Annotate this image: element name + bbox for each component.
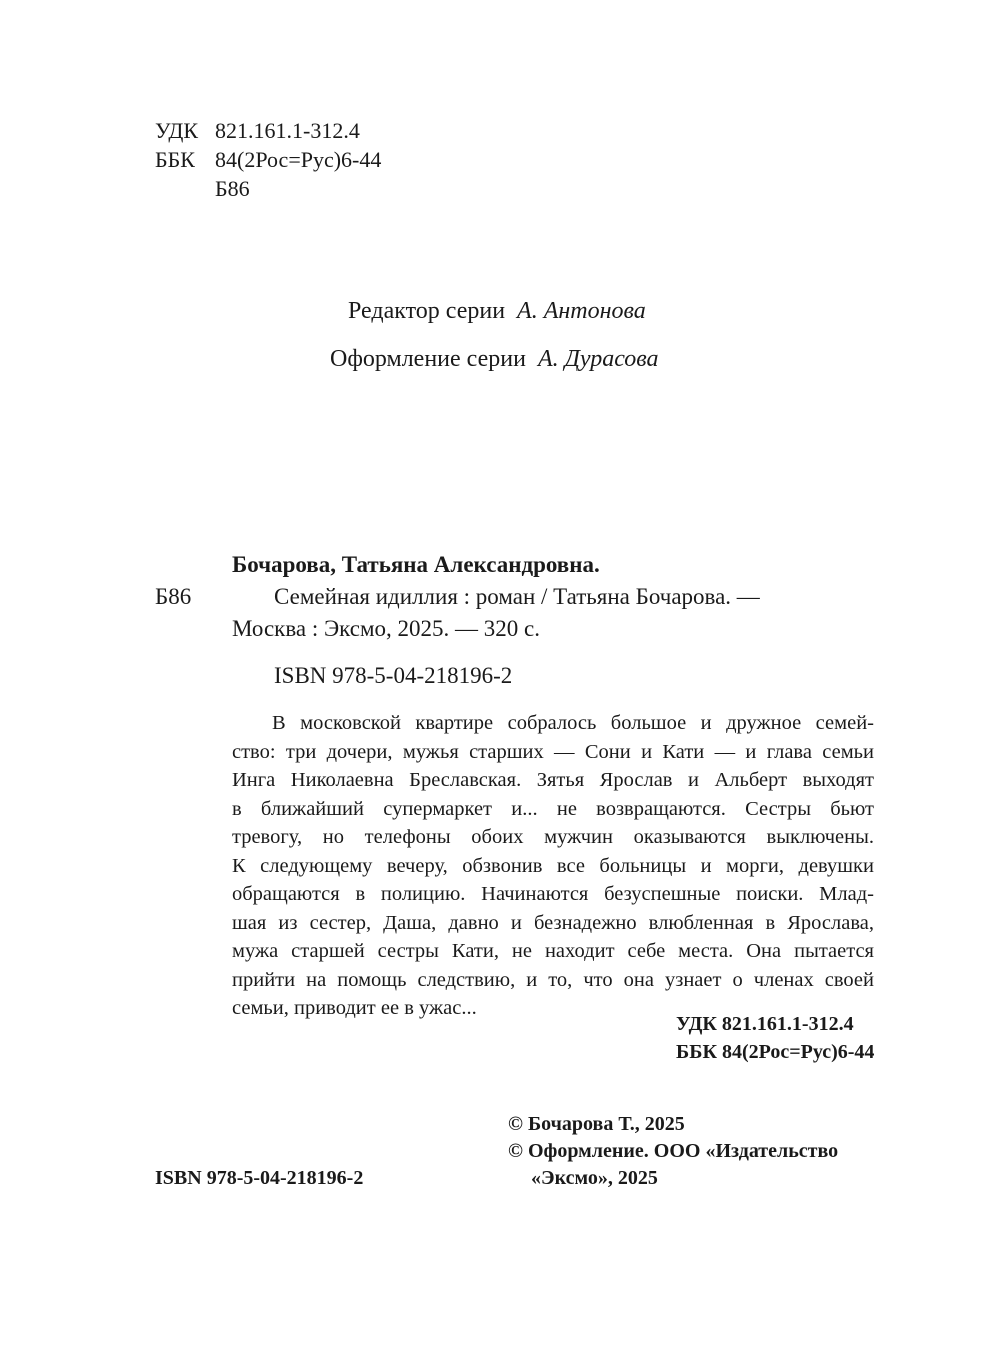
annotation-line: Инга Николаевна Бреславская. Зятья Ярослав и Альберт выходят (232, 769, 874, 791)
author-mark-catalog: Б86 (155, 584, 192, 609)
copyright-author: © Бочарова Т., 2025 (508, 1113, 685, 1135)
title-line-1: Семейная идиллия : роман / Татьяна Бочарова. — (274, 584, 760, 609)
annotation-line: шая из сестер, Даша, давно и безнадежно влюбленная в Ярослава, (232, 911, 874, 934)
copyright-design-line-2: «Эксмо», 2025 (531, 1167, 658, 1189)
annotation-line: семьи, приводит ее в ужас... (232, 997, 477, 1019)
udk-bottom: УДК 821.161.1-312.4 (676, 1013, 854, 1035)
annotation-line: В московской квартире собралось большое и дружное семей- (272, 712, 874, 734)
annotation-line: мужа старшей сестры Кати, не находит себе места. Она пытается (232, 940, 874, 962)
annotation-line: обращаются в полицию. Начинаются безуспешные поиски. Млад- (232, 883, 874, 905)
editor-credit (348, 298, 646, 325)
copyright-design-line-1: © Оформление. ООО «Издательство (508, 1140, 839, 1162)
footer-isbn: ISBN 978-5-04-218196-2 (155, 1167, 364, 1189)
bbk-header-line (155, 145, 381, 174)
annotation (232, 709, 874, 1023)
udk-value: 821.161.1-312.4 (215, 118, 360, 143)
bbk-value: 84(2Рос=Рус)6-44 (215, 147, 382, 172)
bbk-bottom: ББК 84(2Рос=Рус)6-44 (676, 1041, 875, 1063)
design-name: А. Дурасова (537, 346, 659, 372)
annotation-line: тревогу, но телефоны обоих мужчин оказываются выключены. (232, 826, 874, 848)
title-line-2: Москва : Эксмо, 2025. — 320 с. (232, 616, 540, 641)
design-credit (330, 346, 659, 373)
editor-name: А. Антонова (517, 298, 646, 324)
catalog-isbn: ISBN 978-5-04-218196-2 (274, 663, 513, 688)
author-mark-header: Б86 (215, 176, 250, 201)
annotation-line: ство: три дочери, мужья старших — Сони и Кати — и глава семьи (232, 740, 874, 763)
bbk-label: ББК (155, 147, 195, 172)
design-role: Оформление серии (330, 346, 526, 372)
editor-role: Редактор серии (348, 298, 506, 324)
author-heading: Бочарова, Татьяна Александровна. (232, 552, 600, 577)
annotation-line: в ближайший супермаркет и... не возвращаются. Сестры бьют (232, 797, 874, 820)
annotation-line: К следующему вечеру, обзвонив все больницы и морги, девушки (232, 854, 874, 877)
udk-label: УДК (155, 118, 199, 143)
annotation-line: прийти на помощь следствию, и то, что она узнает о членах своей (232, 968, 874, 991)
udk-header-line (155, 116, 360, 145)
